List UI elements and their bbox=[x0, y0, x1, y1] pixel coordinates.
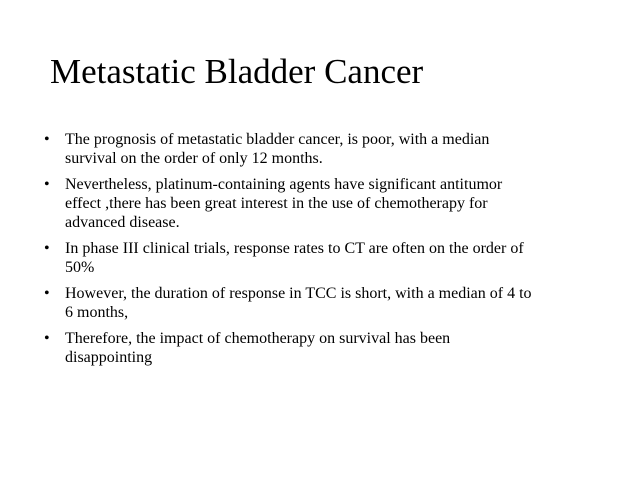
bullet-text-line: disappointing bbox=[65, 349, 153, 366]
slide-title: Metastatic Bladder Cancer bbox=[50, 52, 424, 91]
bullet-item bbox=[44, 130, 604, 168]
bullet-item bbox=[44, 329, 604, 367]
bullet-text-line: Nevertheless, platinum-containing agents have significant antitumor bbox=[65, 176, 503, 193]
bullet-text-line: survival on the order of only 12 months. bbox=[65, 150, 323, 167]
bullet-text-line: Therefore, the impact of chemotherapy on survival has been bbox=[65, 330, 451, 347]
bullet-icon: • bbox=[44, 285, 50, 302]
bullet-item bbox=[44, 284, 604, 322]
bullet-text-line: However, the duration of response in TCC is short, with a median of 4 to bbox=[65, 285, 532, 302]
bullet-text-line: 50% bbox=[65, 259, 95, 276]
bullet-item bbox=[44, 175, 604, 232]
bullet-text-line: In phase III clinical trials, response rates to CT are often on the order of bbox=[65, 240, 524, 257]
bullet-text-line: advanced disease. bbox=[65, 214, 180, 231]
bullet-text-line: The prognosis of metastatic bladder cancer, is poor, with a median bbox=[65, 131, 490, 148]
bullet-icon: • bbox=[44, 176, 50, 193]
bullet-icon: • bbox=[44, 240, 50, 257]
bullet-list bbox=[44, 130, 604, 374]
bullet-item bbox=[44, 239, 604, 277]
bullet-icon: • bbox=[44, 330, 50, 347]
bullet-icon: • bbox=[44, 131, 50, 148]
bullet-text-line: 6 months, bbox=[65, 304, 129, 321]
bullet-text-line: effect ,there has been great interest in the use of chemotherapy for bbox=[65, 195, 488, 212]
